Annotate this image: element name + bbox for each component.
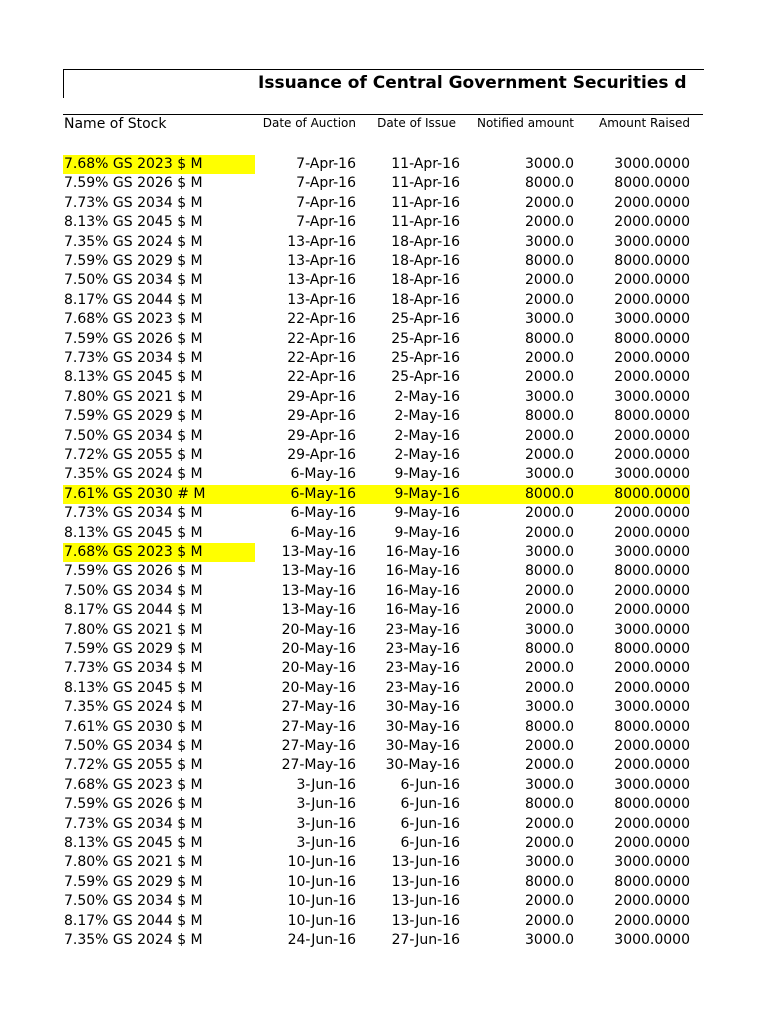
table-row — [0, 155, 768, 174]
amount-raised-cell: 3000.0000 — [614, 311, 690, 328]
issue-date-cell: 23-May-16 — [385, 679, 460, 696]
stock-name-cell: 7.73% GS 2034 $ M — [64, 505, 203, 522]
notified-amount-cell: 3000.0 — [525, 388, 574, 405]
amount-raised-cell: 3000.0000 — [614, 776, 690, 793]
issue-date-cell: 27-Jun-16 — [391, 932, 460, 948]
issue-date-cell: 16-May-16 — [385, 544, 460, 560]
stock-name-cell: 7.35% GS 2024 $ M — [64, 699, 203, 716]
issue-date-cell: 9-May-16 — [394, 524, 460, 541]
table-row — [0, 853, 768, 872]
table-row — [0, 640, 768, 659]
table-row — [0, 601, 768, 620]
header-date-of-issue: Date of Issue — [377, 116, 456, 130]
notified-amount-cell: 3000.0 — [525, 854, 574, 871]
stock-name-cell: 7.59% GS 2026 $ M — [64, 330, 203, 347]
notified-amount-cell: 3000.0 — [525, 776, 574, 793]
amount-raised-cell: 3000.0000 — [614, 156, 690, 172]
amount-raised-cell: 3000.0000 — [614, 233, 690, 250]
stock-name-cell: 8.17% GS 2044 $ M — [64, 291, 203, 308]
table-row — [0, 718, 768, 737]
stock-name-cell: 7.68% GS 2023 $ M — [63, 155, 255, 174]
header-date-of-auction: Date of Auction — [262, 116, 356, 130]
issue-date-cell: 11-Apr-16 — [391, 156, 460, 172]
table-row — [0, 815, 768, 834]
notified-amount-cell: 2000.0 — [525, 679, 574, 696]
issue-date-cell: 6-Jun-16 — [400, 796, 460, 813]
amount-raised-cell: 2000.0000 — [614, 602, 690, 619]
stock-name-cell: 7.59% GS 2029 $ M — [64, 873, 203, 890]
notified-amount-cell: 8000.0 — [525, 408, 574, 425]
table-row — [0, 621, 768, 640]
issue-date-cell: 2-May-16 — [394, 447, 460, 463]
auction-date-cell: 3-Jun-16 — [296, 835, 356, 851]
table-row — [0, 737, 768, 756]
table-row — [0, 562, 768, 581]
header-underline — [63, 114, 703, 115]
amount-raised-cell: 2000.0000 — [614, 194, 690, 211]
notified-amount-cell: 2000.0 — [525, 427, 574, 444]
table-row — [0, 524, 768, 543]
stock-name-cell: 7.59% GS 2029 $ M — [64, 408, 203, 425]
issue-date-cell: 18-Apr-16 — [391, 291, 460, 308]
amount-raised-cell: 8000.0000 — [614, 563, 690, 580]
issue-date-cell: 6-Jun-16 — [400, 835, 460, 851]
auction-date-cell: 29-Apr-16 — [287, 408, 356, 425]
amount-raised-cell: 3000.0000 — [614, 932, 690, 948]
issue-date-cell: 11-Apr-16 — [391, 214, 460, 231]
notified-amount-cell: 2000.0 — [525, 757, 574, 774]
auction-date-cell: 13-May-16 — [281, 602, 356, 619]
amount-raised-cell: 2000.0000 — [614, 582, 690, 599]
auction-date-cell: 13-May-16 — [281, 582, 356, 599]
table-row — [0, 368, 768, 387]
auction-date-cell: 20-May-16 — [281, 621, 356, 638]
table-row — [0, 698, 768, 717]
notified-amount-cell: 3000.0 — [525, 699, 574, 716]
amount-raised-cell: 2000.0000 — [614, 369, 690, 386]
auction-date-cell: 20-May-16 — [281, 641, 356, 657]
auction-date-cell: 27-May-16 — [281, 718, 356, 735]
amount-raised-cell: 2000.0000 — [614, 505, 690, 522]
amount-raised-cell: 8000.0000 — [614, 253, 690, 269]
amount-raised-cell: 2000.0000 — [614, 447, 690, 463]
table-row — [0, 776, 768, 795]
amount-raised-cell: 3000.0000 — [614, 621, 690, 638]
stock-name-cell: 8.13% GS 2045 $ M — [64, 679, 203, 696]
auction-date-cell: 27-May-16 — [281, 699, 356, 716]
auction-date-cell: 27-May-16 — [281, 738, 356, 754]
stock-name-cell: 7.59% GS 2029 $ M — [64, 253, 203, 269]
stock-name-cell: 7.72% GS 2055 $ M — [64, 757, 203, 774]
issue-date-cell: 13-Jun-16 — [391, 893, 460, 910]
auction-date-cell: 22-Apr-16 — [287, 311, 356, 328]
amount-raised-cell: 2000.0000 — [614, 291, 690, 308]
amount-raised-cell: 8000.0000 — [614, 408, 690, 425]
stock-name-cell: 7.35% GS 2024 $ M — [64, 233, 203, 250]
issue-date-cell: 13-Jun-16 — [391, 854, 460, 871]
table-row — [0, 388, 768, 407]
issue-date-cell: 23-May-16 — [385, 660, 460, 677]
table-row — [0, 892, 768, 911]
auction-date-cell: 13-May-16 — [281, 544, 356, 560]
notified-amount-cell: 2000.0 — [525, 912, 574, 929]
auction-date-cell: 13-Apr-16 — [287, 233, 356, 250]
notified-amount-cell: 8000.0 — [525, 253, 574, 269]
stock-name-cell: 7.68% GS 2023 $ M — [64, 776, 203, 793]
auction-date-cell: 29-Apr-16 — [287, 447, 356, 463]
amount-raised-cell: 2000.0000 — [614, 738, 690, 754]
notified-amount-cell: 2000.0 — [525, 272, 574, 289]
stock-name-cell: 7.73% GS 2034 $ M — [64, 815, 203, 832]
stock-name-cell: 8.13% GS 2045 $ M — [64, 369, 203, 386]
issue-date-cell: 13-Jun-16 — [391, 873, 460, 890]
amount-raised-cell: 2000.0000 — [614, 272, 690, 289]
amount-raised-cell: 3000.0000 — [614, 854, 690, 871]
notified-amount-cell: 8000.0 — [525, 873, 574, 890]
amount-raised-cell: 8000.0000 — [614, 175, 690, 192]
table-row — [0, 504, 768, 523]
stock-name-cell: 7.50% GS 2034 $ M — [64, 427, 203, 444]
amount-raised-cell: 3000.0000 — [614, 388, 690, 405]
notified-amount-cell: 3000.0 — [525, 932, 574, 948]
amount-raised-cell: 8000.0000 — [614, 718, 690, 735]
notified-amount-cell: 3000.0 — [525, 156, 574, 172]
issue-date-cell: 2-May-16 — [394, 427, 460, 444]
notified-amount-cell: 3000.0 — [525, 621, 574, 638]
issue-date-cell: 6-Jun-16 — [400, 815, 460, 832]
auction-date-cell: 6-May-16 — [290, 485, 356, 502]
table-row — [0, 174, 768, 193]
issue-date-cell: 25-Apr-16 — [391, 311, 460, 328]
issue-date-cell: 9-May-16 — [394, 505, 460, 522]
amount-raised-cell: 8000.0000 — [614, 641, 690, 657]
table-row — [0, 582, 768, 601]
notified-amount-cell: 2000.0 — [525, 505, 574, 522]
amount-raised-cell: 2000.0000 — [614, 757, 690, 774]
issue-date-cell: 16-May-16 — [385, 582, 460, 599]
issue-date-cell: 25-Apr-16 — [391, 330, 460, 347]
stock-name-cell: 7.50% GS 2034 $ M — [64, 738, 203, 754]
auction-date-cell: 20-May-16 — [281, 660, 356, 677]
table-row — [0, 679, 768, 698]
notified-amount-cell: 3000.0 — [525, 466, 574, 483]
amount-raised-cell: 8000.0000 — [614, 796, 690, 813]
issue-date-cell: 25-Apr-16 — [391, 369, 460, 386]
auction-date-cell: 6-May-16 — [290, 505, 356, 522]
notified-amount-cell: 3000.0 — [525, 544, 574, 560]
stock-name-cell: 8.13% GS 2045 $ M — [64, 214, 203, 231]
issue-date-cell: 30-May-16 — [385, 757, 460, 774]
notified-amount-cell: 2000.0 — [525, 602, 574, 619]
stock-name-cell: 7.73% GS 2034 $ M — [64, 194, 203, 211]
auction-date-cell: 7-Apr-16 — [296, 214, 356, 231]
notified-amount-cell: 8000.0 — [525, 641, 574, 657]
notified-amount-cell: 2000.0 — [525, 815, 574, 832]
auction-date-cell: 20-May-16 — [281, 679, 356, 696]
notified-amount-cell: 2000.0 — [525, 369, 574, 386]
amount-raised-cell: 2000.0000 — [614, 427, 690, 444]
notified-amount-cell: 2000.0 — [525, 291, 574, 308]
table-row — [0, 291, 768, 310]
amount-raised-cell: 2000.0000 — [614, 660, 690, 677]
auction-date-cell: 6-May-16 — [290, 524, 356, 541]
stock-name-cell: 7.61% GS 2030 $ M — [64, 718, 203, 735]
table-row — [0, 795, 768, 814]
amount-raised-cell: 2000.0000 — [614, 524, 690, 541]
auction-date-cell: 6-May-16 — [290, 466, 356, 483]
issue-date-cell: 11-Apr-16 — [391, 194, 460, 211]
table-row — [0, 427, 768, 446]
stock-name-cell: 7.59% GS 2026 $ M — [64, 175, 203, 192]
stock-name-cell: 7.35% GS 2024 $ M — [64, 932, 203, 948]
auction-date-cell: 10-Jun-16 — [287, 854, 356, 871]
issue-date-cell: 23-May-16 — [385, 641, 460, 657]
table-row — [0, 330, 768, 349]
stock-name-cell: 7.50% GS 2034 $ M — [64, 893, 203, 910]
auction-date-cell: 13-Apr-16 — [287, 291, 356, 308]
table-row — [0, 465, 768, 484]
header-notified-amount: Notified amount — [476, 116, 574, 130]
issue-date-cell: 9-May-16 — [394, 466, 460, 483]
auction-date-cell: 10-Jun-16 — [287, 912, 356, 929]
auction-date-cell: 22-Apr-16 — [287, 330, 356, 347]
notified-amount-cell: 2000.0 — [525, 447, 574, 463]
notified-amount-cell: 3000.0 — [525, 311, 574, 328]
notified-amount-cell: 3000.0 — [525, 233, 574, 250]
amount-raised-cell: 2000.0000 — [614, 815, 690, 832]
issue-date-cell: 16-May-16 — [385, 563, 460, 580]
notified-amount-cell: 2000.0 — [525, 835, 574, 851]
table-row — [0, 233, 768, 252]
stock-name-cell: 7.50% GS 2034 $ M — [64, 582, 203, 599]
notified-amount-cell: 8000.0 — [525, 796, 574, 813]
stock-name-cell: 8.17% GS 2044 $ M — [64, 912, 203, 929]
header-name-of-stock: Name of Stock — [64, 116, 167, 132]
table-row — [0, 310, 768, 329]
notified-amount-cell: 2000.0 — [525, 582, 574, 599]
stock-name-cell: 8.13% GS 2045 $ M — [64, 524, 203, 541]
issue-date-cell: 23-May-16 — [385, 621, 460, 638]
amount-raised-cell: 2000.0000 — [614, 893, 690, 910]
auction-date-cell: 29-Apr-16 — [287, 388, 356, 405]
amount-raised-cell: 2000.0000 — [614, 350, 690, 366]
issue-date-cell: 9-May-16 — [394, 485, 460, 502]
table-row — [0, 349, 768, 368]
issue-date-cell: 30-May-16 — [385, 738, 460, 754]
amount-raised-cell: 2000.0000 — [614, 835, 690, 851]
issue-date-cell: 18-Apr-16 — [391, 233, 460, 250]
issue-date-cell: 13-Jun-16 — [391, 912, 460, 929]
auction-date-cell: 27-May-16 — [281, 757, 356, 774]
issue-date-cell: 18-Apr-16 — [391, 272, 460, 289]
notified-amount-cell: 2000.0 — [525, 524, 574, 541]
auction-date-cell: 7-Apr-16 — [296, 194, 356, 211]
table-row — [0, 543, 768, 562]
stock-name-cell: 7.80% GS 2021 $ M — [64, 854, 203, 871]
table-row — [0, 485, 768, 504]
issue-date-cell: 2-May-16 — [394, 388, 460, 405]
notified-amount-cell: 2000.0 — [525, 738, 574, 754]
issue-date-cell: 30-May-16 — [385, 699, 460, 716]
auction-date-cell: 29-Apr-16 — [287, 427, 356, 444]
page-title: Issuance of Central Government Securities d — [258, 73, 687, 93]
issue-date-cell: 30-May-16 — [385, 718, 460, 735]
table-row — [0, 271, 768, 290]
stock-name-cell: 8.17% GS 2044 $ M — [64, 602, 203, 619]
table-row — [0, 912, 768, 931]
issue-date-cell: 2-May-16 — [394, 408, 460, 425]
amount-raised-cell: 2000.0000 — [614, 912, 690, 929]
stock-name-cell: 7.73% GS 2034 $ M — [64, 660, 203, 677]
stock-name-cell: 7.68% GS 2023 $ M — [63, 543, 255, 562]
stock-name-cell: 7.73% GS 2034 $ M — [64, 350, 203, 366]
table-row — [0, 446, 768, 465]
auction-date-cell: 3-Jun-16 — [296, 815, 356, 832]
notified-amount-cell: 8000.0 — [525, 563, 574, 580]
table-row — [0, 659, 768, 678]
issue-date-cell: 25-Apr-16 — [391, 350, 460, 366]
stock-name-cell: 7.72% GS 2055 $ M — [64, 447, 203, 463]
stock-name-cell: 7.59% GS 2029 $ M — [64, 641, 203, 657]
issue-date-cell: 6-Jun-16 — [400, 776, 460, 793]
notified-amount-cell: 8000.0 — [525, 330, 574, 347]
auction-date-cell: 24-Jun-16 — [287, 932, 356, 948]
auction-date-cell: 3-Jun-16 — [296, 776, 356, 793]
notified-amount-cell: 2000.0 — [525, 350, 574, 366]
table-row — [0, 756, 768, 775]
amount-raised-cell: 3000.0000 — [614, 544, 690, 560]
stock-name-cell: 7.80% GS 2021 $ M — [64, 388, 203, 405]
notified-amount-cell: 2000.0 — [525, 893, 574, 910]
table-row — [0, 834, 768, 853]
notified-amount-cell: 2000.0 — [525, 214, 574, 231]
stock-name-cell: 7.68% GS 2023 $ M — [64, 311, 203, 328]
stock-name-cell: 7.50% GS 2034 $ M — [64, 272, 203, 289]
amount-raised-cell: 8000.0000 — [614, 873, 690, 890]
issue-date-cell: 16-May-16 — [385, 602, 460, 619]
auction-date-cell: 22-Apr-16 — [287, 369, 356, 386]
amount-raised-cell: 3000.0000 — [614, 466, 690, 483]
notified-amount-cell: 2000.0 — [525, 660, 574, 677]
stock-name-cell: 7.61% GS 2030 # M — [63, 485, 255, 504]
notified-amount-cell: 8000.0 — [525, 485, 574, 502]
notified-amount-cell: 2000.0 — [525, 194, 574, 211]
issue-date-cell: 18-Apr-16 — [391, 253, 460, 269]
amount-raised-cell: 2000.0000 — [614, 679, 690, 696]
stock-name-cell: 7.80% GS 2021 $ M — [64, 621, 203, 638]
table-row — [0, 252, 768, 271]
table-row — [0, 407, 768, 426]
amount-raised-cell: 2000.0000 — [614, 214, 690, 231]
auction-date-cell: 10-Jun-16 — [287, 893, 356, 910]
table-row — [0, 194, 768, 213]
auction-date-cell: 3-Jun-16 — [296, 796, 356, 813]
auction-date-cell: 13-Apr-16 — [287, 253, 356, 269]
table-row — [0, 213, 768, 232]
auction-date-cell: 22-Apr-16 — [287, 350, 356, 366]
header-amount-raised: Amount Raised — [599, 116, 690, 130]
notified-amount-cell: 8000.0 — [525, 175, 574, 192]
stock-name-cell: 7.59% GS 2026 $ M — [64, 563, 203, 580]
amount-raised-cell: 8000.0000 — [614, 485, 690, 502]
table-row — [0, 873, 768, 892]
auction-date-cell: 10-Jun-16 — [287, 873, 356, 890]
stock-name-cell: 7.35% GS 2024 $ M — [64, 466, 203, 483]
issue-date-cell: 11-Apr-16 — [391, 175, 460, 192]
stock-name-cell: 8.13% GS 2045 $ M — [64, 835, 203, 851]
notified-amount-cell: 8000.0 — [525, 718, 574, 735]
auction-date-cell: 7-Apr-16 — [296, 175, 356, 192]
amount-raised-cell: 8000.0000 — [614, 330, 690, 347]
auction-date-cell: 7-Apr-16 — [296, 156, 356, 172]
table-row — [0, 931, 768, 950]
auction-date-cell: 13-May-16 — [281, 563, 356, 580]
stock-name-cell: 7.59% GS 2026 $ M — [64, 796, 203, 813]
auction-date-cell: 13-Apr-16 — [287, 272, 356, 289]
amount-raised-cell: 3000.0000 — [614, 699, 690, 716]
